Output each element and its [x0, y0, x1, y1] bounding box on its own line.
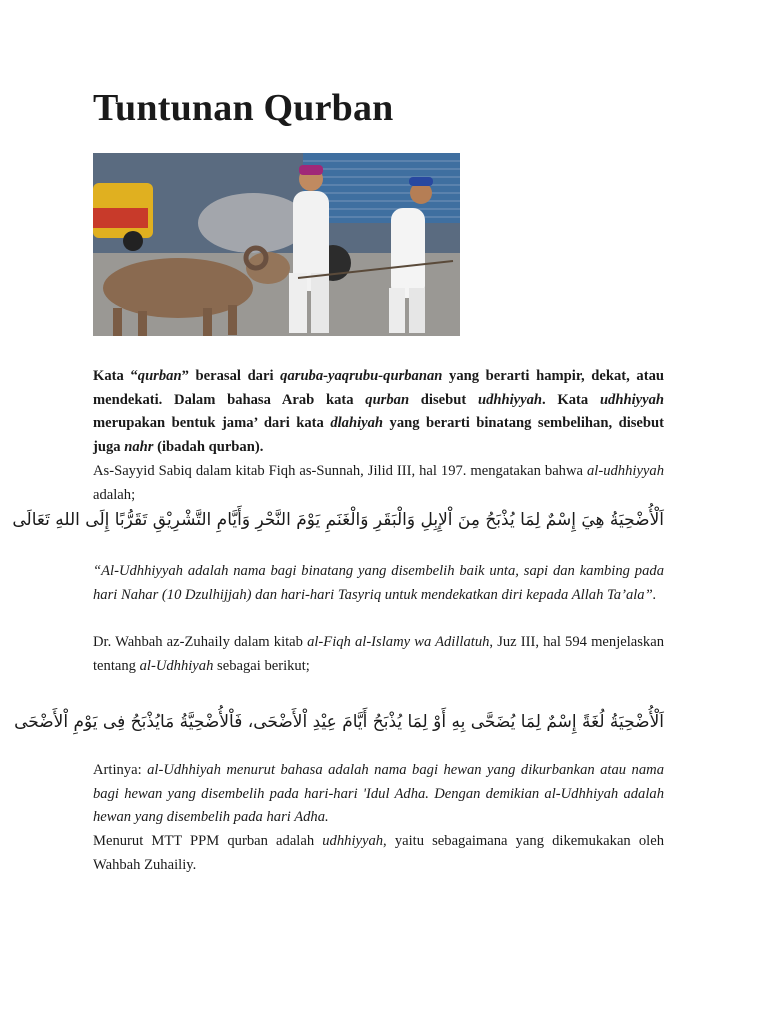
- paragraph-qurban-meaning: Kata “qurban” berasal dari qaruba-yaqrubu-qurbanan yang berarti hampir, dekat, atau mendekati. Dalam bahasa Arab kata qurban disebut udhhiyyah. Kata udhhiyyah merupakan bentuk jama’ dari kata dlahiyah yang berarti binatang sembelihan, disebut juga nahr (ibadah qurban).: [93, 368, 665, 455]
- qurban-photo: [93, 153, 460, 336]
- paragraph-sayyid-sabiq: As-Sayyid Sabiq dalam kitab Fiqh as-Sunnah, Jilid III, hal 197. mengatakan bahwa al-udhhiyyah adalah;: [93, 463, 664, 503]
- arabic-quote-2: اَلْأُضْحِيَةُ لُغَةً إِسْمٌ لِمَا يُضَحَّى بِهِ أَوْ لِمَا يُذْبَحُ أَيَّامَ عِيْدِ اْلأَضْحَى، فَاْلأُضْحِيَّةُ مَايُذْبَحُ فِى يَوْمِ اْلأَضْحَى: [14, 712, 664, 732]
- arabic-quote-1: اَلْأُضْحِيَةُ هِيَ إِسْمٌ لِمَا يُذْبَحُ مِنَ اْلإِبِلِ وَالْبَقَرِ وَالْغَنَمِ يَوْمَ النَّحْرِ وَأَيَّامِ التَّشْرِيْقِ تَقَرُّبًا إِلَى اللهِ تَعَالَى: [12, 510, 664, 530]
- qurban-photo-illustration: [93, 153, 460, 336]
- quote-translation-1: “Al-Udhhiyyah adalah nama bagi binatang yang disembelih baik unta, sapi dan kambing pada hari Nahar (10 Dzulhijjah) dan hari-hari Tasyriq untuk mendekatkan diri kepada Allah Ta’ala”.: [93, 563, 664, 603]
- page-title: Tuntunan Qurban: [93, 87, 394, 129]
- paragraph-wahbah: Dr. Wahbah az-Zuhaily dalam kitab al-Fiqh al-Islamy wa Adillatuh, Juz III, hal 594 menjelaskan tentang al-Udhhiyah sebagai berikut;: [93, 634, 665, 674]
- paragraph-mtt-ppm: Menurut MTT PPM qurban adalah udhhiyyah, yaitu sebagaimana yang dikemukakan oleh Wahbah Zuhailiy.: [93, 833, 664, 873]
- paragraph-artinya: Artinya: al-Udhhiyah menurut bahasa adalah nama bagi hewan yang dikurbankan atau nama bagi hewan yang disembelih pada hari-hari 'Idul Adha. Dengan demikian al-Udhhiyah adalah hewan yang disembelih pada hari Adha.: [93, 762, 664, 826]
